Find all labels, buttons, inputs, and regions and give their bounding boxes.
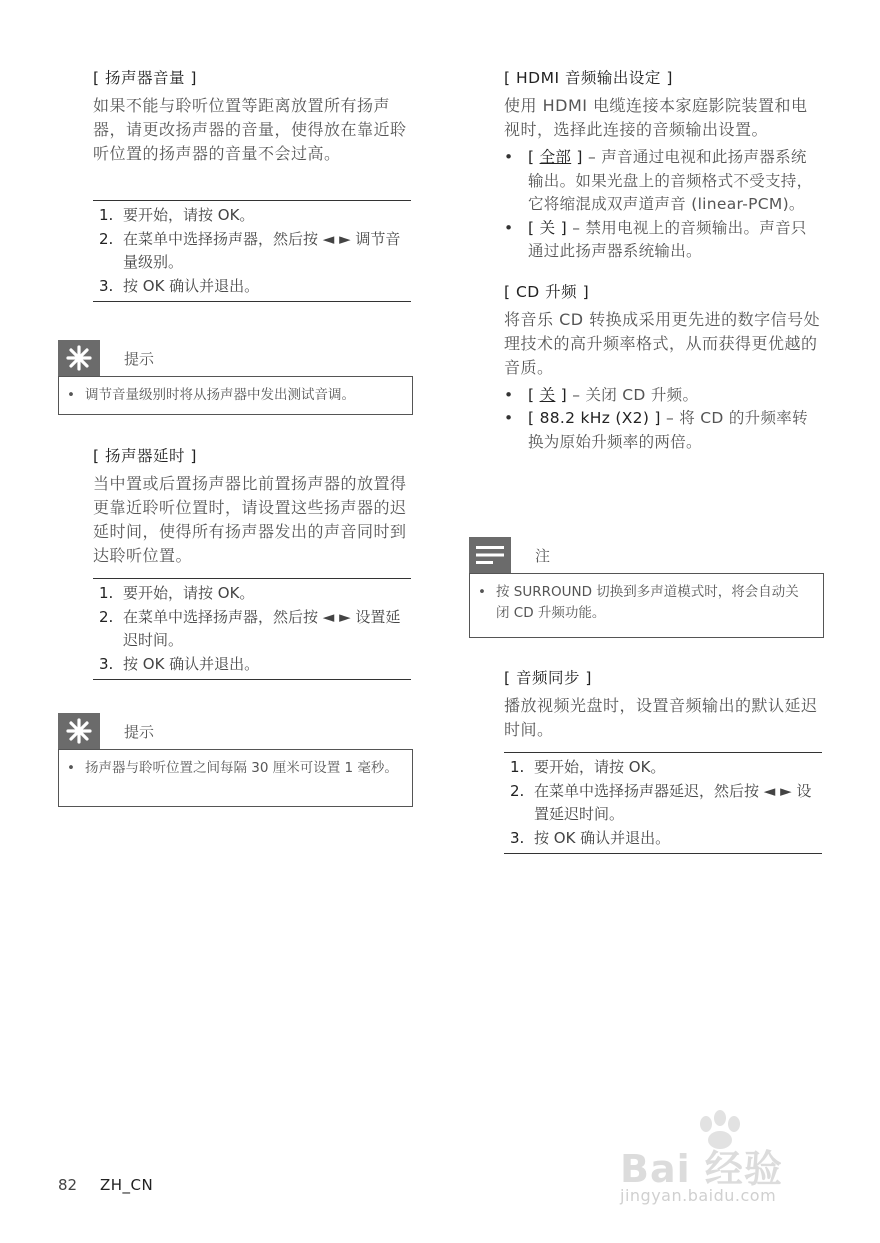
tip-text: • 调节音量级别时将从扬声器中发出测试音调。 xyxy=(67,387,355,403)
audio-sync-heading: [ 音频同步 ] xyxy=(504,669,592,687)
hdmi-audio-heading: [ HDMI 音频输出设定 ] xyxy=(504,69,673,87)
step-item: 3. 按 OK 确认并退出。 xyxy=(510,828,671,847)
step-item: 3. 按 OK 确认并退出。 xyxy=(99,654,260,673)
step-item: 1. 要开始，请按 OK。 xyxy=(99,206,255,224)
tip-header xyxy=(58,713,154,749)
list-item: • [ 关 ] – 关闭 CD 升频。 xyxy=(504,385,699,404)
cd-upsampling-heading: [ CD 升频 ] xyxy=(504,282,590,301)
step-item: 1. 要开始，请按 OK。 xyxy=(510,758,666,776)
step-item: 2. 在菜单中选择扬声器延迟，然后按 ◄ ► 设置延迟时间。 xyxy=(510,781,812,823)
list-item: • [ 88.2 kHz (X2) ] – 将 CD 的升频率转换为原始升频率的两倍。 xyxy=(504,409,808,451)
list-item: • [ 全部 ] – 声音通过电视和此扬声器系统输出。如果光盘上的音频格式不受支持，它将缩混成双声道声音 (linear-PCM)。 xyxy=(504,148,813,213)
tip-title: 提示 xyxy=(124,349,155,368)
tip-box xyxy=(58,376,413,415)
speaker-delay-description: 当中置或后置扬声器比前置扬声器的放置得更靠近聆听位置时，请设置这些扬声器的迟延时间，使得所有扬声器发出的声音同时到达聆听位置。 xyxy=(93,474,407,565)
hdmi-audio-options xyxy=(504,146,822,264)
asterisk-icon xyxy=(58,340,100,376)
list-item: • [ 关 ] – 禁用电视上的音频输出。声音只通过此扬声器系统输出。 xyxy=(504,218,807,260)
audio-sync-section xyxy=(504,660,822,854)
step-item: 2. 在菜单中选择扬声器，然后按 ◄ ► 调节音量级别。 xyxy=(99,229,401,271)
right-column xyxy=(504,60,822,454)
speaker-volume-steps xyxy=(93,200,411,302)
cd-upsampling-description: 将音乐 CD 转换成采用更先进的数字信号处理技术的高升频率格式，从而获得更优越的音质。 xyxy=(504,309,821,377)
cd-upsampling-options xyxy=(504,384,822,455)
language-code: ZH_CN xyxy=(100,1176,154,1194)
note-title: 注 xyxy=(535,546,551,565)
hdmi-audio-description: 使用 HDMI 电缆连接本家庭影院装置和电视时，选择此连接的音频输出设置。 xyxy=(504,96,808,139)
watermark-text: Bai 经验 xyxy=(620,1147,783,1191)
tip-title: 提示 xyxy=(124,722,155,741)
page-number: 82 xyxy=(58,1176,78,1194)
tip-box xyxy=(58,749,413,807)
baidu-watermark xyxy=(620,1110,830,1210)
note-header xyxy=(469,537,550,573)
speaker-delay-steps xyxy=(93,578,411,680)
step-item: 1. 要开始，请按 OK。 xyxy=(99,584,255,602)
tip-text: • 扬声器与聆听位置之间每隔 30 厘米可设置 1 毫秒。 xyxy=(67,760,398,776)
audio-sync-description: 播放视频光盘时，设置音频输出的默认延迟时间。 xyxy=(504,696,818,739)
tip-header xyxy=(58,340,154,376)
step-item: 3. 按 OK 确认并退出。 xyxy=(99,276,260,295)
watermark-url: jingyan.baidu.com xyxy=(620,1186,777,1205)
speaker-delay-section xyxy=(93,438,411,680)
speaker-volume-heading: [ 扬声器音量 ] xyxy=(93,69,197,87)
note-box xyxy=(469,573,824,638)
lines-icon xyxy=(469,537,511,573)
audio-sync-steps xyxy=(504,752,822,854)
asterisk-icon xyxy=(58,713,100,749)
speaker-delay-heading: [ 扬声器延时 ] xyxy=(93,447,197,465)
speaker-volume-description: 如果不能与聆听位置等距离放置所有扬声器，请更改扬声器的音量，使得放在靠近聆听位置的扬声器的音量不会过高。 xyxy=(93,96,407,163)
left-column xyxy=(93,60,411,302)
step-item: 2. 在菜单中选择扬声器，然后按 ◄ ► 设置延迟时间。 xyxy=(99,607,401,649)
note-text: • 按 SURROUND 切换到多声道模式时，将会自动关闭 CD 升频功能。 xyxy=(478,584,799,621)
